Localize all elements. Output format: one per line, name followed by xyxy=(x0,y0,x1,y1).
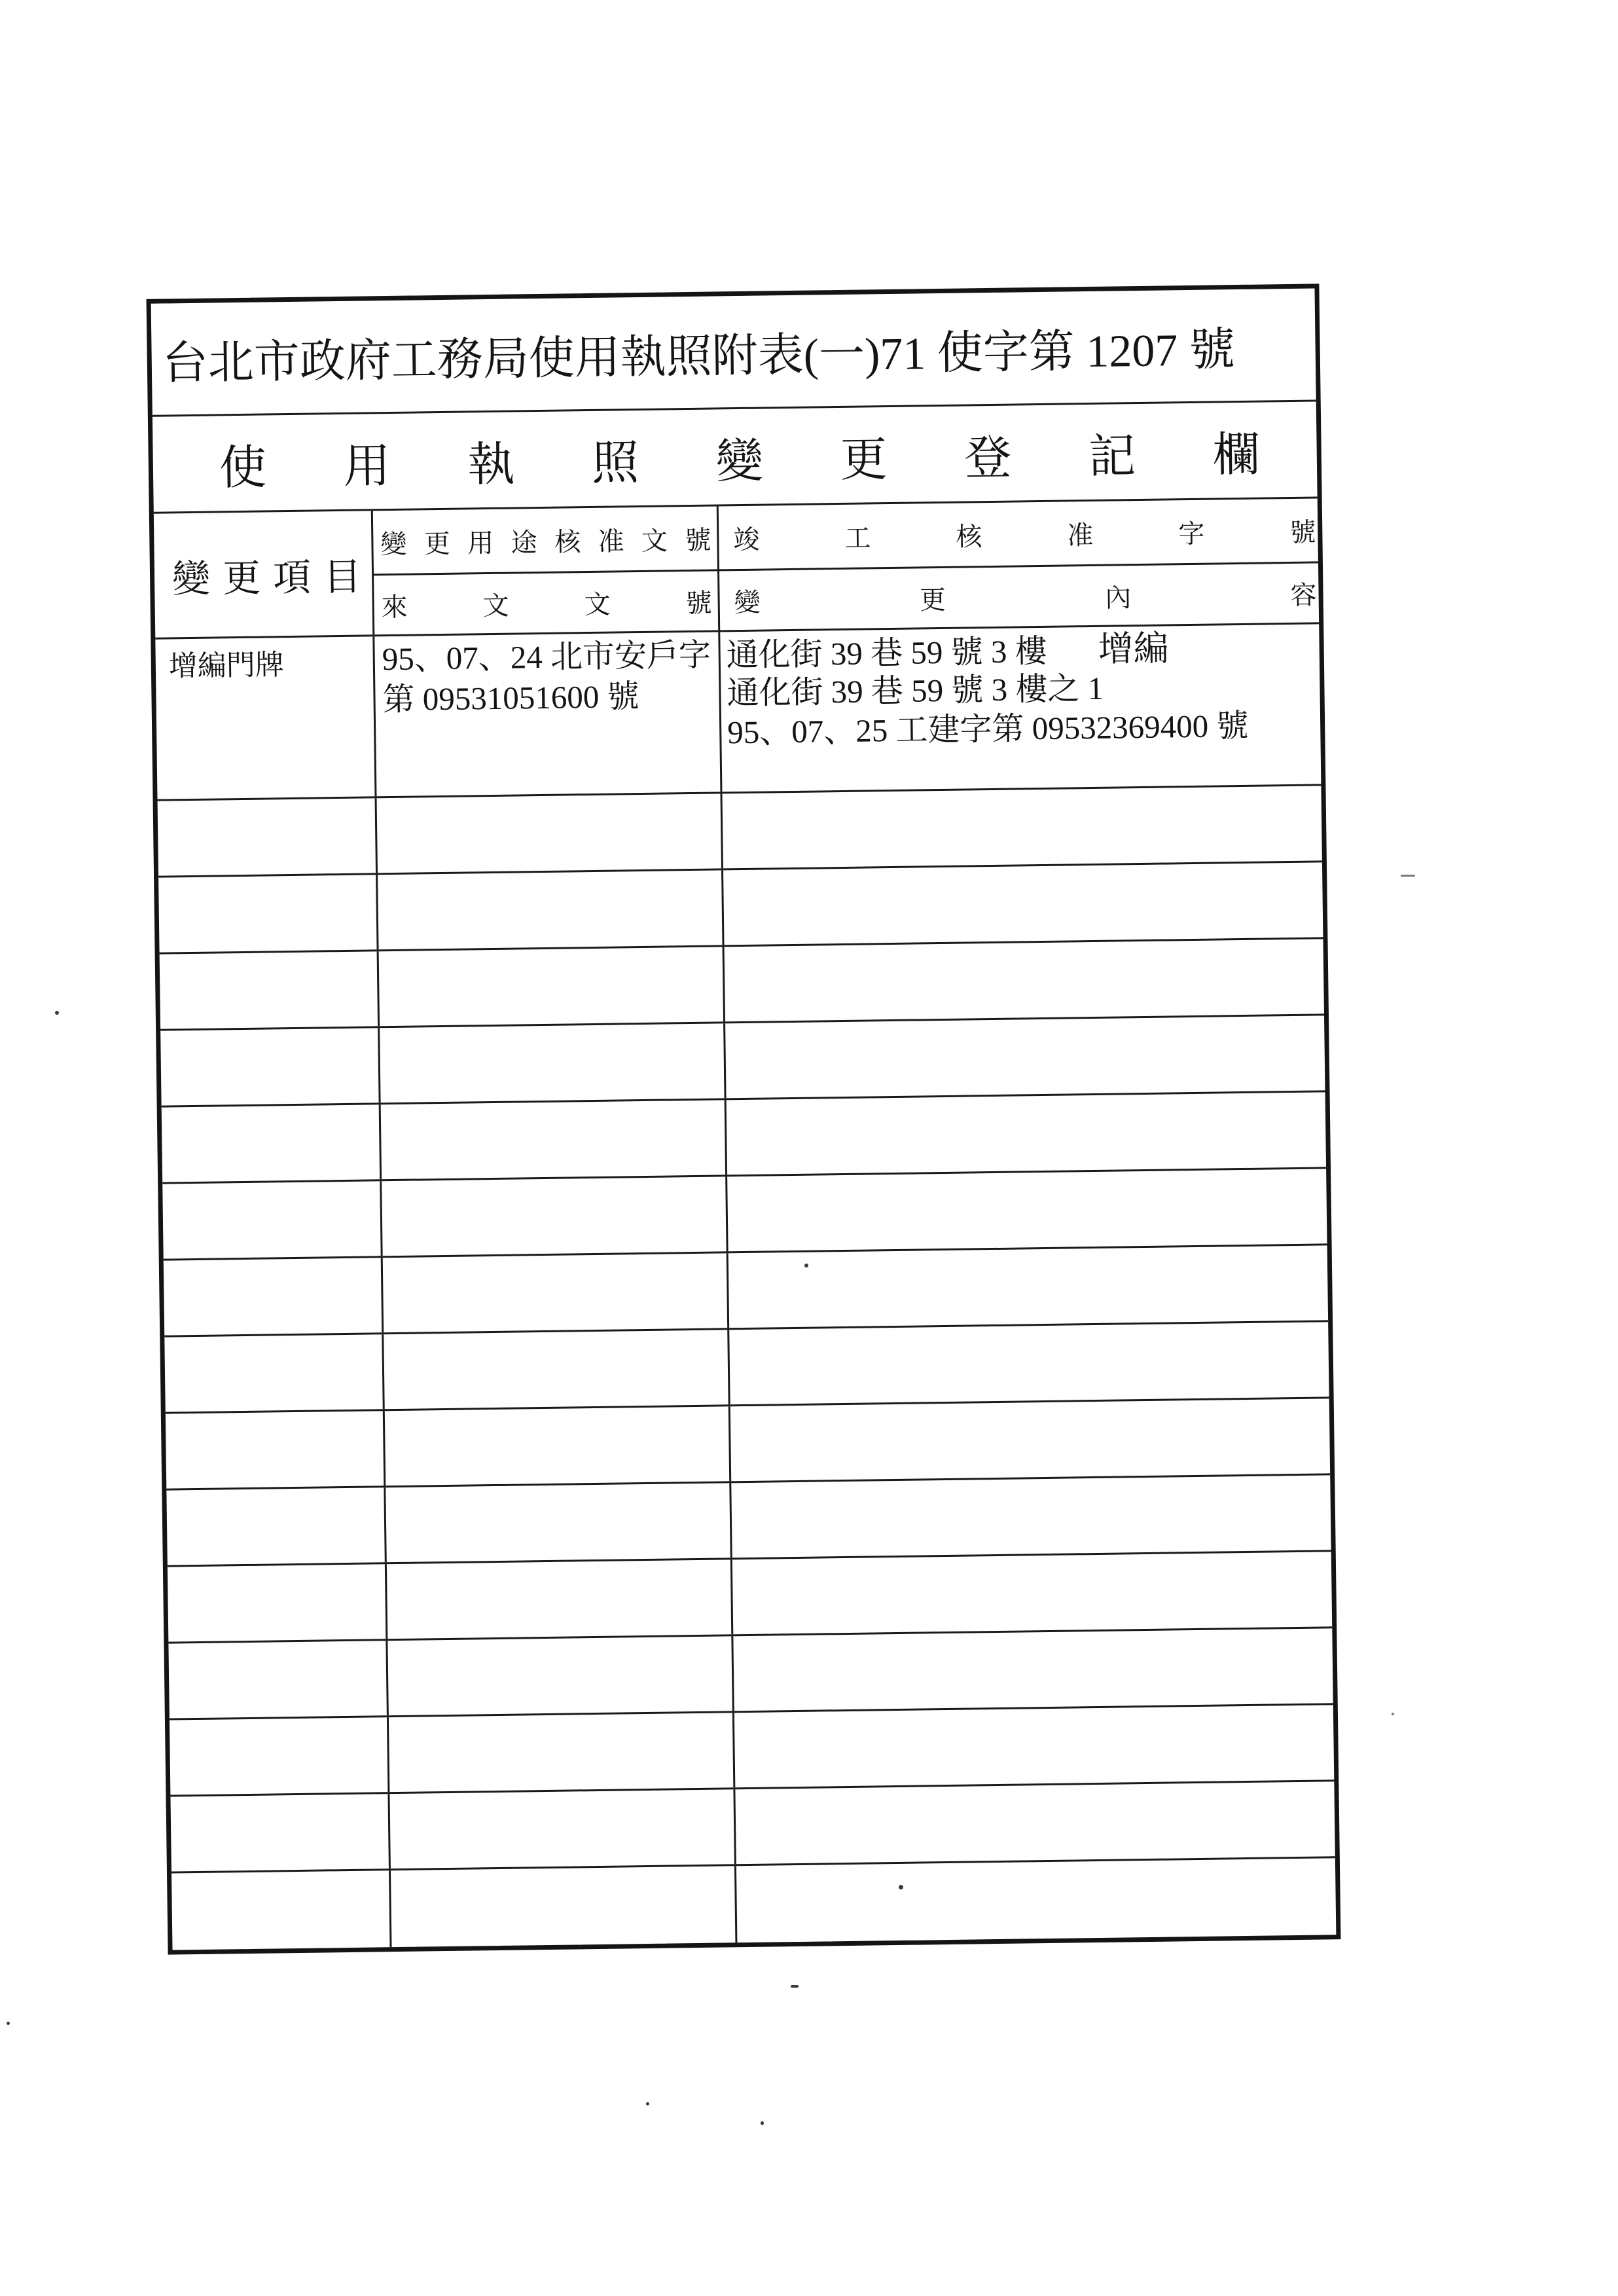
empty-cell xyxy=(387,1559,733,1639)
empty-cell xyxy=(160,1028,380,1105)
empty-cell xyxy=(158,798,378,875)
empty-cell xyxy=(381,1100,727,1179)
table-row-empty xyxy=(162,1169,1327,1260)
entry-content xyxy=(720,624,1321,792)
scan-speck xyxy=(1392,1713,1394,1715)
scan-speck xyxy=(804,1264,808,1267)
empty-cell xyxy=(166,1411,386,1488)
empty-cell xyxy=(171,1870,392,1950)
empty-cell xyxy=(728,1245,1328,1328)
table-row-empty xyxy=(164,1322,1329,1413)
empty-cell xyxy=(379,947,725,1026)
entry-content-line: 通化街 39 巷 59 號 3 樓 增編 xyxy=(726,629,1170,674)
empty-cell xyxy=(387,1636,734,1715)
form-header: 使 用 執 照 變 更 登 記 欄 xyxy=(219,428,1261,494)
empty-cell xyxy=(168,1641,388,1718)
empty-cell xyxy=(730,1398,1330,1481)
table-row-empty xyxy=(160,1015,1325,1107)
scan-speck xyxy=(791,1985,799,1988)
column-headers xyxy=(154,498,1319,639)
table-row-empty xyxy=(162,1092,1326,1184)
table-row-empty xyxy=(160,939,1324,1030)
empty-cell xyxy=(170,1794,390,1871)
table-row-empty xyxy=(168,1552,1332,1643)
table-row-empty xyxy=(158,862,1323,954)
empty-cell xyxy=(382,1176,728,1256)
column-header-content: 變 更 內 容 xyxy=(734,579,1317,617)
empty-cell xyxy=(389,1713,735,1792)
scan-speck xyxy=(899,1885,903,1889)
empty-cell xyxy=(162,1104,382,1182)
empty-cell xyxy=(391,1866,737,1947)
empty-cell xyxy=(385,1406,731,1485)
empty-cell xyxy=(162,1181,382,1258)
empty-cell xyxy=(160,951,380,1029)
entry-content-line: 通化街 39 巷 59 號 3 樓之 1 xyxy=(727,670,1104,712)
entry-content-tag: 增編 xyxy=(1098,629,1170,669)
form-title: 台北市政府工務局使用執照附表(一)71 使字第 1207 號 xyxy=(162,324,1236,390)
entry-content-line: 95、07、25 工建字第 09532369400 號 xyxy=(727,707,1249,751)
empty-cell xyxy=(735,1781,1335,1864)
empty-cell xyxy=(384,1330,730,1409)
scan-speck xyxy=(55,1011,59,1015)
table-row-empty xyxy=(158,786,1322,877)
column-header-incoming-no: 來 文 文 號 xyxy=(374,571,720,634)
table-row-empty xyxy=(168,1628,1333,1720)
entry-incoming-line: 第 09531051600 號 xyxy=(382,678,639,718)
empty-cell xyxy=(378,870,724,949)
empty-cell xyxy=(158,875,378,952)
table-row-empty xyxy=(166,1398,1330,1490)
scan-speck xyxy=(7,2022,10,2025)
empty-cell xyxy=(725,1015,1325,1098)
empty-cell xyxy=(736,1858,1336,1942)
column-header-completion-no: 竣 工 核 准 字 號 xyxy=(719,498,1318,571)
table-row-empty xyxy=(171,1858,1336,1950)
scan-speck xyxy=(1401,875,1415,877)
empty-cell xyxy=(732,1552,1332,1634)
empty-cell xyxy=(386,1483,732,1562)
empty-cell xyxy=(734,1705,1334,1787)
empty-cell xyxy=(380,1023,726,1102)
empty-cell xyxy=(727,1092,1326,1175)
entry-incoming-line: 95、07、24 北市安戶字 xyxy=(382,636,711,678)
table-row xyxy=(155,624,1321,801)
empty-cell xyxy=(170,1717,389,1795)
table-row-empty xyxy=(164,1245,1328,1337)
empty-cell xyxy=(723,862,1323,945)
column-header-approval-no: 變 更 用 途 核 准 文 號 xyxy=(373,506,719,575)
table-row-empty xyxy=(166,1475,1331,1567)
empty-cell xyxy=(383,1253,729,1332)
table-row-empty xyxy=(170,1781,1335,1873)
empty-cell xyxy=(164,1334,384,1412)
table-row-empty xyxy=(170,1705,1334,1796)
empty-cell xyxy=(164,1258,384,1335)
form-title-row xyxy=(151,288,1316,416)
empty-cell xyxy=(731,1475,1331,1558)
entry-incoming-no xyxy=(374,632,722,796)
empty-cell xyxy=(168,1564,387,1641)
empty-cell xyxy=(166,1487,386,1565)
empty-cell xyxy=(389,1789,736,1868)
scan-speck xyxy=(761,2121,764,2125)
empty-cell xyxy=(722,786,1321,868)
entry-item: 增編門牌 xyxy=(155,636,376,799)
empty-cell xyxy=(725,939,1324,1021)
empty-cell xyxy=(377,793,723,873)
empty-cell xyxy=(733,1628,1333,1711)
empty-cell xyxy=(727,1169,1327,1251)
use-permit-change-register-form xyxy=(147,283,1341,1954)
scan-speck xyxy=(646,2102,649,2105)
column-header-item: 變 更 項 目 xyxy=(154,511,374,637)
empty-cell xyxy=(729,1322,1329,1404)
form-header-row xyxy=(153,401,1318,513)
